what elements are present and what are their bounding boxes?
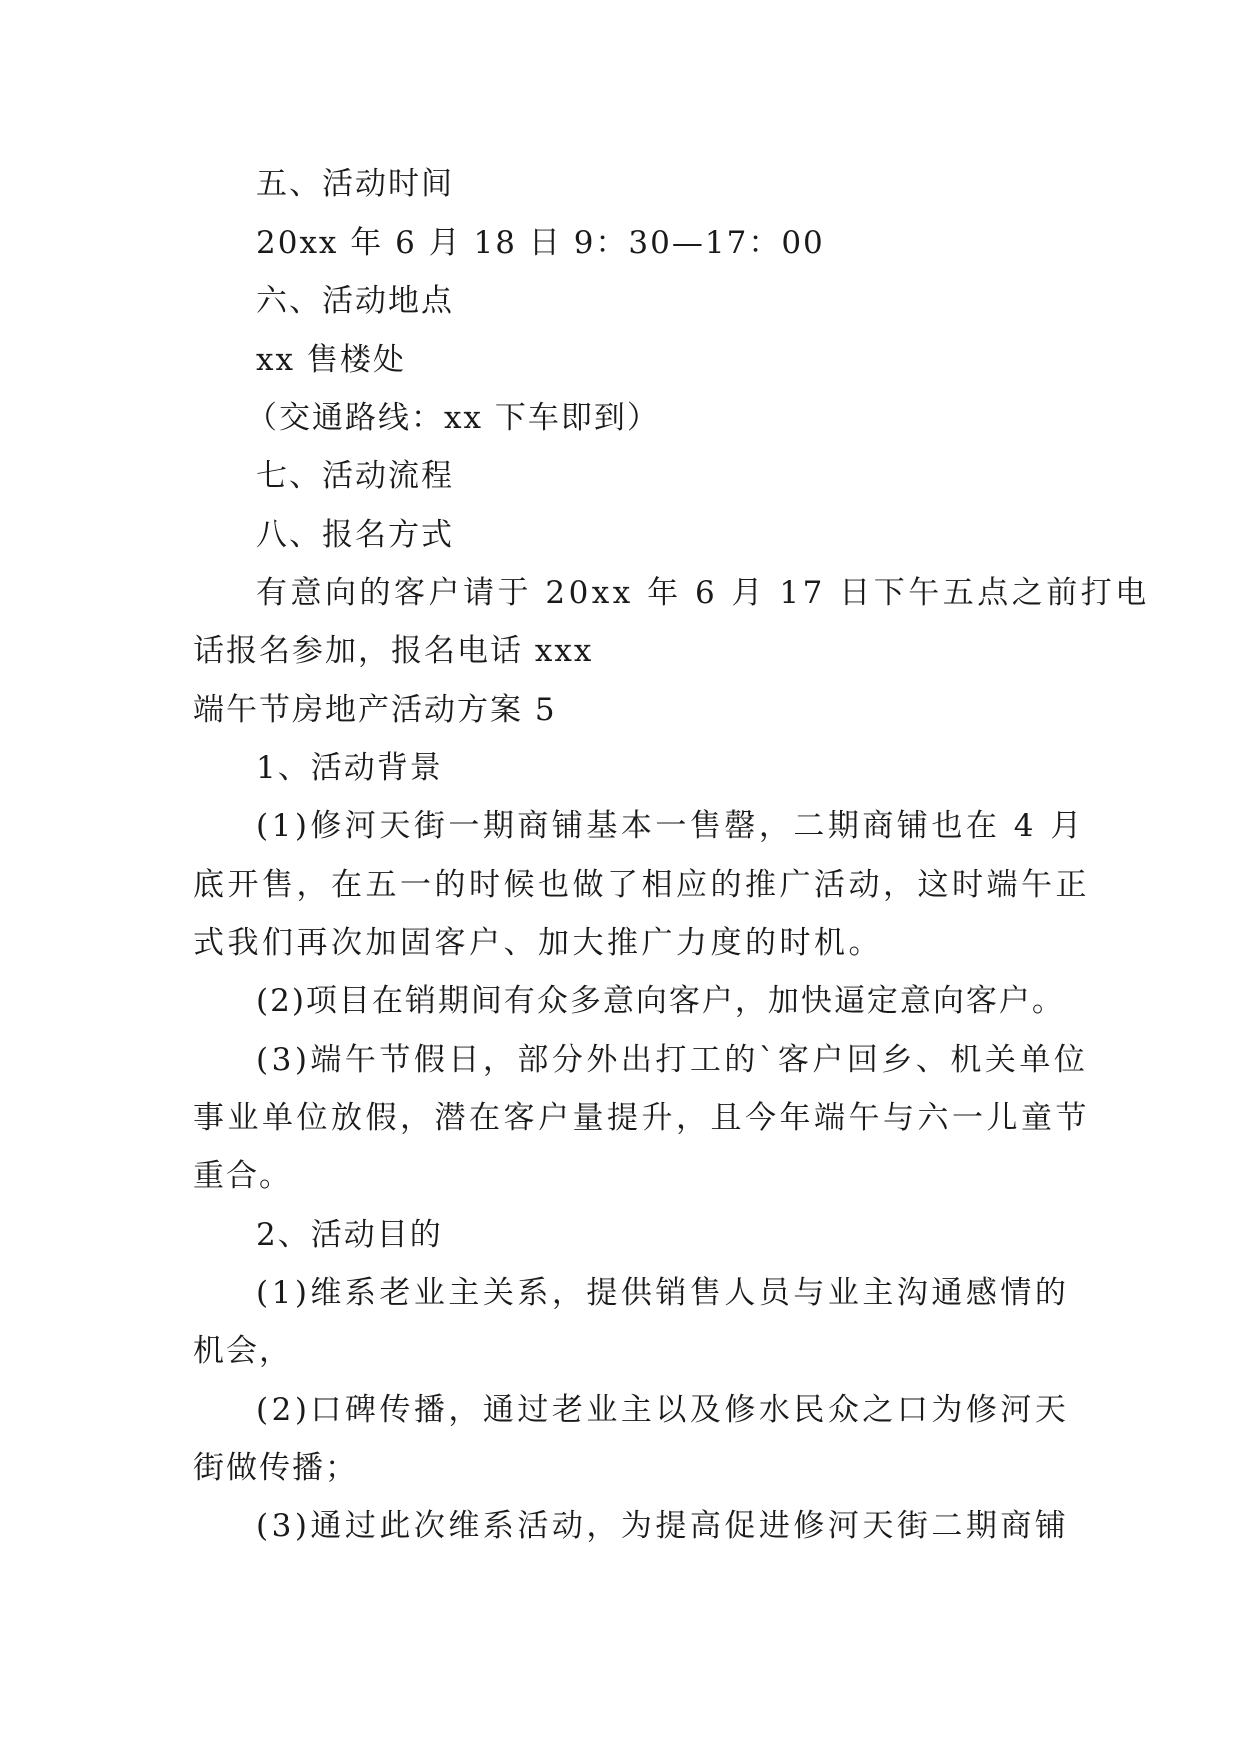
location-text: xx 售楼处 <box>256 342 406 378</box>
section-heading-time: 五、活动时间 <box>256 166 454 202</box>
paragraph-line: (2)口碑传播，通过老业主以及修水民众之口为修河天 <box>256 1392 1070 1428</box>
section-heading-background: 1、活动背景 <box>256 750 443 786</box>
paragraph-line: (2)项目在销期间有众多意向客户，加快逼定意向客户。 <box>256 983 1065 1019</box>
paragraph-line: (3)端午节假日，部分外出打工的`客户回乡、机关单位 <box>256 1042 1089 1078</box>
paragraph-line: 话报名参加，报名电话 xxx <box>193 633 594 669</box>
paragraph-line: (1)修河天街一期商铺基本一售罄，二期商铺也在 4 月 <box>256 808 1085 844</box>
section-heading-location: 六、活动地点 <box>256 283 454 319</box>
paragraph-line: 底开售，在五一的时候也做了相应的推广活动，这时端午正 <box>193 867 1090 903</box>
paragraph-line: 机会， <box>193 1333 292 1369</box>
plan-title: 端午节房地产活动方案 5 <box>193 692 557 728</box>
paragraph-line: 有意向的客户请于 20xx 年 6 月 17 日下午五点之前打电 <box>256 575 1150 611</box>
event-date-text: 20xx 年 6 月 18 日 9：30—17：00 <box>256 225 825 261</box>
transport-text: （交通路线：xx 下车即到） <box>246 400 660 436</box>
section-heading-process: 七、活动流程 <box>256 458 454 494</box>
paragraph-line: 式我们再次加固客户、加大推广力度的时机。 <box>193 925 883 961</box>
paragraph-line: (3)通过此次维系活动，为提高促进修河天街二期商铺 <box>256 1508 1070 1544</box>
paragraph-line: (1)维系老业主关系，提供销售人员与业主沟通感情的 <box>256 1275 1070 1311</box>
paragraph-line: 事业单位放假，潜在客户量提升，且今年端午与六一儿童节 <box>193 1100 1090 1136</box>
paragraph-line: 重合。 <box>193 1158 292 1194</box>
section-heading-signup: 八、报名方式 <box>256 517 454 553</box>
paragraph-line: 街做传播； <box>193 1450 358 1486</box>
section-heading-goal: 2、活动目的 <box>256 1217 443 1253</box>
